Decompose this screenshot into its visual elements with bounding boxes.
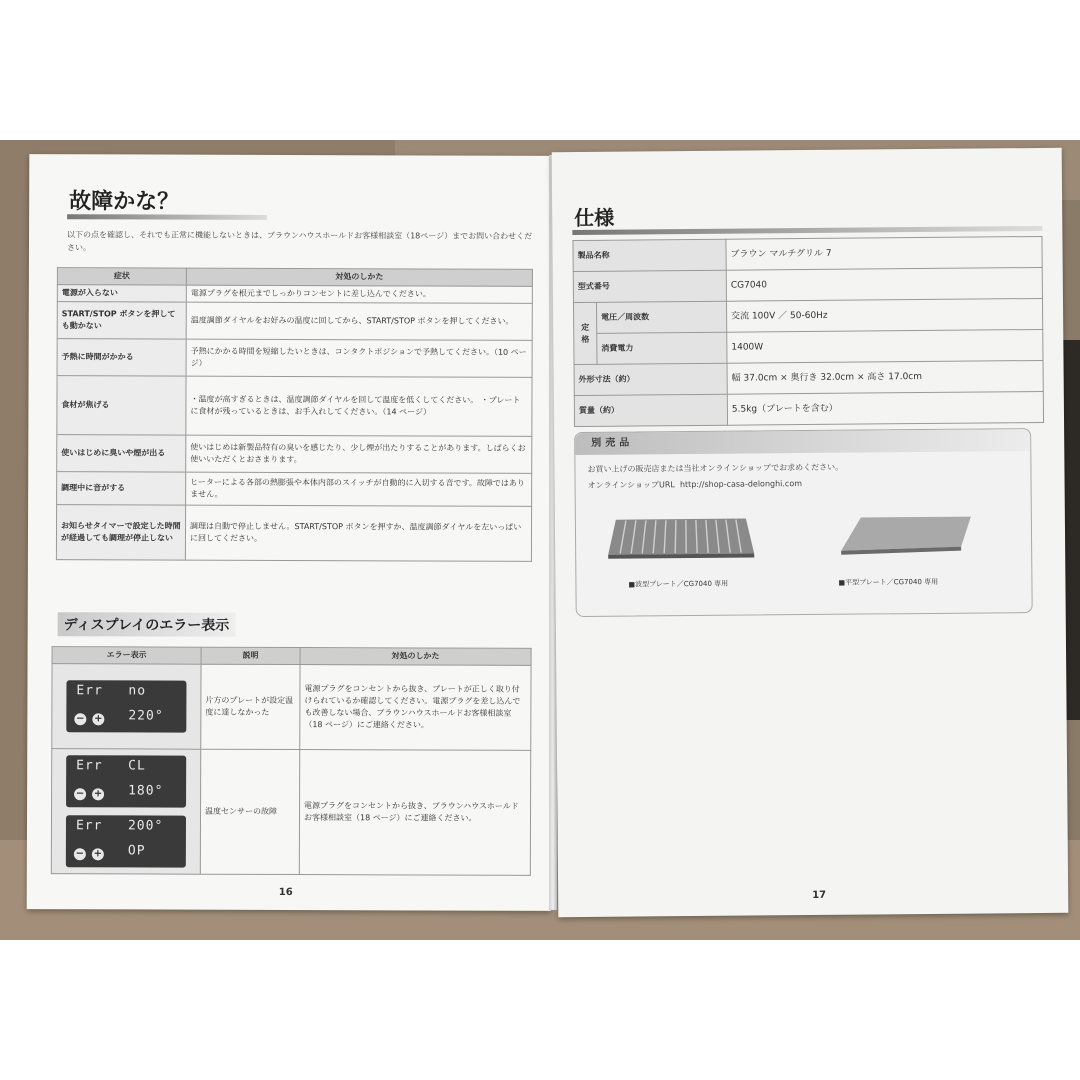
- symptom-cell: 使いはじめに臭いや煙が出る: [57, 435, 186, 472]
- remedy-cell: 調理は自動で停止しません。START/STOP ボタンを押すか、温度調節ダイヤルを左いっぱいに回してください。: [185, 505, 531, 561]
- col-description: 説明: [201, 647, 300, 664]
- remedy-cell: 電源プラグをコンセントから抜き、プレートが正しく取り付けられているか確認してください。電源プラグを差し込んでも改善しない場合、ブラウンハウスホールドお客様相談室（18 ページ）にご連絡ください。: [300, 665, 531, 751]
- intro-text: 以下の点を確認し、それでも正常に機能しないときは、ブラウンハウスホールドお客様相談室（18ページ）までお問い合わせください。: [66, 230, 533, 253]
- spec-title: 仕様: [574, 205, 615, 231]
- symptom-cell: 電源が入らない: [57, 285, 186, 302]
- table-row: [574, 360, 1043, 395]
- ribbed-plate-image: [606, 513, 756, 564]
- spec-value: ブラウン マルチグリル 7: [726, 236, 1042, 270]
- spec-value: 1400W: [727, 329, 1043, 363]
- col-remedy: 対処のしかた: [300, 648, 531, 666]
- spec-key: 電圧／周波数: [596, 301, 726, 333]
- error-display-cell: [52, 664, 201, 750]
- page-number: 16: [278, 886, 293, 899]
- spec-value: 5.5kg（プレートを含む）: [727, 391, 1043, 425]
- lcd-bottom-right: 180°: [128, 783, 164, 799]
- right-page: [552, 148, 1069, 917]
- spec-value: CG7040: [726, 267, 1042, 301]
- spec-table: [572, 236, 1044, 427]
- lcd-top-right: no: [128, 683, 147, 699]
- lcd-top-text: Err: [76, 758, 103, 774]
- error-table: [51, 646, 532, 876]
- rating-label: 定格: [573, 302, 597, 364]
- shop-url[interactable]: http://shop-casa-delonghi.com: [679, 479, 803, 490]
- plate2-caption: ■平型プレート／CG7040 専用: [838, 577, 939, 587]
- lcd-bottom-right: OP: [127, 843, 146, 859]
- lcd-display: [66, 680, 186, 732]
- shop-line: [588, 477, 803, 492]
- minus-icon: −: [75, 788, 85, 800]
- flat-plate-image: [831, 512, 981, 563]
- table-row: [57, 285, 532, 304]
- error-section-title: ディスプレイのエラー表示: [58, 612, 236, 637]
- remedy-cell: 電源プラグを根元までしっかりコンセントに差し込んでください。: [186, 285, 532, 303]
- symptom-cell: 予熱に時間がかかる: [57, 339, 186, 376]
- description-cell: 温度センサーの故障: [200, 749, 299, 874]
- table-row: [57, 435, 532, 474]
- lcd-top-text: Err: [76, 683, 103, 699]
- table-row: [56, 505, 531, 562]
- page-title: 故障かな？: [69, 189, 180, 215]
- lcd-top-right: CL: [128, 758, 146, 774]
- accessory-title: 別売品: [575, 429, 1030, 455]
- table-row: [574, 329, 1043, 364]
- spec-key: 型式番号: [573, 270, 726, 302]
- table-row: [51, 749, 530, 876]
- col-symptom: 症状: [57, 268, 186, 285]
- symptom-cell: 食材が焦げる: [57, 376, 186, 435]
- lcd-top-text: Err: [75, 818, 103, 834]
- spec-key: 消費電力: [597, 332, 727, 364]
- description-cell: 片方のプレートが設定温度に達しなかった: [201, 664, 300, 749]
- remedy-cell: 温度調節ダイヤルをお好みの温度に回してから、START/STOP ボタンを押してください。: [186, 302, 532, 340]
- photo-background: [0, 140, 1080, 940]
- lcd-top-right: 200°: [127, 818, 164, 834]
- title-underline: [67, 214, 267, 220]
- plate1-caption: ■波型プレート／CG7040 専用: [628, 579, 729, 589]
- trouble-table: [56, 267, 533, 562]
- minus-icon: −: [76, 713, 85, 725]
- title-underline: [572, 226, 1042, 235]
- remedy-cell: ヒーターによる各部の熱膨張や本体内部のスイッチが自動的に入切する音です。故障ではありません。: [186, 472, 532, 506]
- table-row: [573, 267, 1042, 302]
- remedy-cell: 予熱にかかる時間を短縮したいときは、コンタクトポジションで予熱してください。（10 ページ）: [186, 339, 532, 377]
- plus-icon: +: [93, 848, 103, 860]
- lcd-display: [66, 755, 186, 807]
- col-remedy: 対処のしかた: [186, 268, 532, 286]
- left-page: [27, 154, 554, 911]
- accessory-text: お買い上げの販売店または当社オンラインショップでお求めください。: [587, 462, 844, 474]
- error-display-cell: [51, 749, 200, 875]
- minus-icon: −: [75, 848, 85, 860]
- spec-key: 質量（約）: [574, 394, 727, 426]
- table-row: [57, 339, 532, 378]
- remedy-cell: 電源プラグをコンセントから抜き、ブラウンハウスホールドお客様相談室（18 ページ）にご連絡ください。: [299, 750, 530, 876]
- remedy-cell: ・温度が高すぎるときは、温度調節ダイヤルを回して温度を低くしてください。 ・プレートに食材が残っているときは、お手入れしてください。（14 ページ）: [186, 376, 532, 436]
- spec-key: 外形寸法（約）: [574, 363, 727, 395]
- symptom-cell: 調理中に音がする: [57, 472, 186, 505]
- spec-value: 幅 37.0cm × 奥行き 32.0cm × 高さ 17.0cm: [727, 360, 1043, 394]
- remedy-cell: 使いはじめは新製品特有の臭いを感じたり、少し煙が出たりすることがあります。しばらくお使いいただくとおさまります。: [186, 435, 532, 473]
- table-row: [52, 664, 531, 751]
- symptom-cell: START/STOP ボタンを押しても動かない: [57, 302, 186, 339]
- lcd-display: [66, 815, 186, 867]
- plus-icon: +: [93, 788, 103, 800]
- table-row: [57, 302, 532, 341]
- table-row: [573, 236, 1042, 271]
- accessory-box: [574, 428, 1033, 617]
- lcd-bottom-right: 220°: [128, 708, 164, 724]
- table-row: [574, 391, 1043, 426]
- symptom-cell: お知らせタイマーで設定した時間が経過しても調理が停止しない: [56, 505, 185, 560]
- spec-key: 製品名称: [573, 239, 726, 271]
- table-row: [57, 376, 532, 437]
- table-row: [573, 298, 1042, 333]
- col-error-display: エラー表示: [52, 647, 201, 665]
- plus-icon: +: [94, 713, 103, 725]
- table-row: [57, 472, 532, 507]
- page-number: 17: [812, 889, 827, 901]
- spec-value: 交流 100V ／ 50-60Hz: [726, 298, 1042, 332]
- shop-label: オンラインショップURL: [587, 480, 675, 490]
